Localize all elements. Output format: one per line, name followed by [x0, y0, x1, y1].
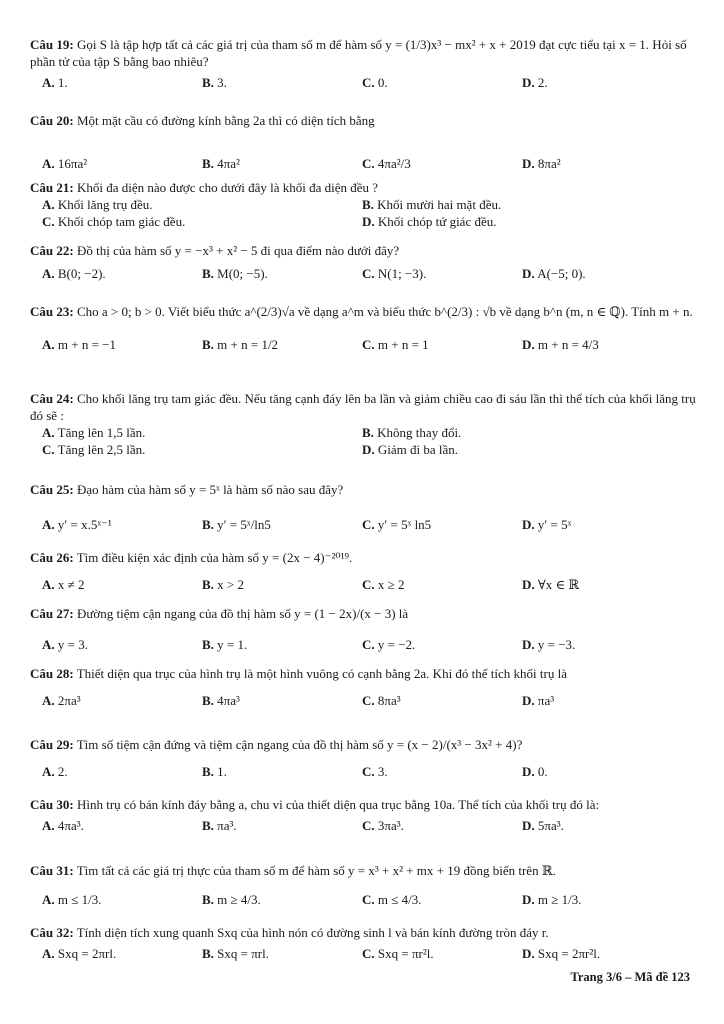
- question-19: [30, 36, 702, 92]
- options-row: [30, 441, 702, 458]
- option-a[interactable]: A. 16πa²: [42, 156, 88, 171]
- option-a[interactable]: A. Tăng lên 1,5 lần.: [42, 425, 146, 440]
- option-a[interactable]: A. B(0; −2).: [42, 266, 106, 281]
- option-b[interactable]: B. 4πa²: [202, 156, 240, 171]
- option-d[interactable]: D. y′ = 5ˣ: [522, 517, 572, 532]
- options-row: [30, 763, 702, 781]
- option-c[interactable]: C. 4πa²/3: [362, 156, 411, 171]
- question-label: Câu 30:: [30, 797, 74, 812]
- question-text: Hình trụ có bán kính đáy bằng a, chu vi của thiết diện qua trục bằng 10a. Thể tích của khối trụ đó là:: [76, 797, 600, 812]
- option-d[interactable]: D. πa³: [522, 693, 555, 708]
- question-label: Câu 24:: [30, 391, 74, 406]
- option-a[interactable]: A. 2.: [42, 764, 68, 779]
- option-c[interactable]: C. 8πa³: [362, 693, 401, 708]
- option-a[interactable]: A. 2πa³: [42, 693, 81, 708]
- option-d[interactable]: D. 2.: [522, 75, 548, 90]
- question-32: [30, 924, 702, 963]
- option-b[interactable]: B. m + n = 1/2: [202, 337, 279, 352]
- question-label: Câu 26:: [30, 550, 74, 565]
- question-30: [30, 796, 702, 835]
- question-23: [30, 303, 702, 354]
- question-text: Tìm điều kiện xác định của hàm số y = (2x − 4)⁻²⁰¹⁹.: [76, 550, 353, 565]
- question-label: Câu 23:: [30, 304, 74, 319]
- question-text: Một mặt cầu có đường kính bằng 2a thì có diện tích bằng: [76, 113, 375, 128]
- option-a[interactable]: A. Khối lăng trụ đều.: [42, 197, 153, 212]
- options-row: [30, 817, 702, 835]
- question-29: [30, 736, 702, 781]
- question-label: Câu 28:: [30, 666, 74, 681]
- question-label: Câu 25:: [30, 482, 74, 497]
- option-c[interactable]: C. y = −2.: [362, 637, 416, 652]
- option-d[interactable]: D. Giảm đi ba lần.: [362, 442, 459, 457]
- option-b[interactable]: B. 3.: [202, 75, 227, 90]
- option-c[interactable]: C. Sxq = πr²l.: [362, 946, 434, 961]
- option-c[interactable]: C. y′ = 5ˣ ln5: [362, 517, 432, 532]
- option-c[interactable]: C. Tăng lên 2,5 lần.: [42, 442, 146, 457]
- options-row: [30, 891, 702, 909]
- option-b[interactable]: B. x > 2: [202, 577, 245, 592]
- question-label: Câu 31:: [30, 863, 74, 878]
- option-d[interactable]: D. m + n = 4/3: [522, 337, 599, 352]
- option-b[interactable]: B. πa³.: [202, 818, 237, 833]
- option-c[interactable]: C. m ≤ 4/3.: [362, 892, 422, 907]
- question-text: Đạo hàm của hàm số y = 5ˣ là hàm số nào sau đây?: [76, 482, 344, 497]
- options-row: [30, 692, 702, 710]
- question-text: Tính diện tích xung quanh Sxq của hình nón có đường sinh l và bán kính đường tròn đáy r.: [76, 925, 549, 940]
- question-21: [30, 179, 702, 230]
- option-d[interactable]: D. ∀x ∈ ℝ: [522, 577, 580, 592]
- option-a[interactable]: A. m + n = −1: [42, 337, 116, 352]
- question-20: [30, 112, 702, 173]
- options-row: [30, 424, 702, 441]
- option-c[interactable]: C. x ≥ 2: [362, 577, 405, 592]
- option-b[interactable]: B. y = 1.: [202, 637, 248, 652]
- option-b[interactable]: B. 4πa³: [202, 693, 240, 708]
- option-d[interactable]: D. 8πa²: [522, 156, 561, 171]
- question-text: Gọi S là tập hợp tất cả các giá trị của tham số m để hàm số y = (1/3)x³ − mx² + x + 2019 đạt cực tiểu tại x = 1. Hỏi số phần tử của tập S bằng bao nhiêu?: [30, 37, 687, 69]
- option-a[interactable]: A. 4πa³.: [42, 818, 84, 833]
- option-c[interactable]: C. N(1; −3).: [362, 266, 427, 281]
- question-text: Đồ thị của hàm số y = −x³ + x² − 5 đi qua điểm nào dưới đây?: [76, 243, 400, 258]
- question-27: [30, 605, 702, 654]
- option-b[interactable]: B. Khối mười hai mặt đều.: [362, 197, 502, 212]
- option-b[interactable]: B. 1.: [202, 764, 227, 779]
- options-row: [30, 576, 702, 594]
- question-28: [30, 665, 702, 710]
- option-b[interactable]: B. m ≥ 4/3.: [202, 892, 261, 907]
- option-d[interactable]: D. 0.: [522, 764, 548, 779]
- options-row: [30, 636, 702, 654]
- option-c[interactable]: C. 0.: [362, 75, 388, 90]
- option-a[interactable]: A. m ≤ 1/3.: [42, 892, 102, 907]
- option-d[interactable]: D. 5πa³.: [522, 818, 564, 833]
- option-c[interactable]: C. Khối chóp tam giác đều.: [42, 214, 186, 229]
- question-label: Câu 22:: [30, 243, 74, 258]
- option-d[interactable]: D. m ≥ 1/3.: [522, 892, 582, 907]
- question-text: Cho khối lăng trụ tam giác đều. Nếu tăng cạnh đáy lên ba lần và giảm chiều cao đi sáu lần thì thể tích của khối lăng trụ đó sẽ :: [30, 391, 696, 423]
- option-a[interactable]: A. x ≠ 2: [42, 577, 85, 592]
- question-label: Câu 20:: [30, 113, 74, 128]
- option-d[interactable]: D. A(−5; 0).: [522, 266, 586, 281]
- question-label: Câu 19:: [30, 37, 74, 52]
- question-text: Tìm số tiệm cận đứng và tiệm cận ngang của đồ thị hàm số y = (x − 2)/(x³ − 3x² + 4)?: [76, 737, 523, 752]
- question-text: Đường tiệm cận ngang của đồ thị hàm số y = (1 − 2x)/(x − 3) là: [76, 606, 409, 621]
- option-d[interactable]: D. y = −3.: [522, 637, 576, 652]
- question-26: [30, 549, 702, 594]
- options-row: [30, 213, 702, 230]
- option-c[interactable]: C. m + n = 1: [362, 337, 429, 352]
- option-a[interactable]: A. y′ = x.5ˣ⁻¹: [42, 517, 112, 532]
- option-d[interactable]: D. Sxq = 2πr²l.: [522, 946, 601, 961]
- question-24: [30, 390, 702, 458]
- question-text: Khối đa diện nào được cho dưới đây là khối đa diện đều ?: [76, 180, 379, 195]
- options-row: [30, 336, 702, 354]
- option-b[interactable]: B. M(0; −5).: [202, 266, 268, 281]
- option-b[interactable]: B. y′ = 5ˣ/ln5: [202, 517, 271, 532]
- question-25: [30, 481, 702, 534]
- question-text: Thiết diện qua trục của hình trụ là một hình vuông có cạnh bằng 2a. Khi đó thể tích khối trụ là: [76, 666, 567, 681]
- options-row: [30, 265, 702, 283]
- page-footer: Trang 3/6 – Mã đề 123: [570, 970, 690, 984]
- option-a[interactable]: A. Sxq = 2πrl.: [42, 946, 117, 961]
- question-text: Tìm tất cả các giá trị thực của tham số m để hàm số y = x³ + x² + mx + 19 đồng biến trên ℝ.: [76, 863, 556, 878]
- question-label: Câu 21:: [30, 180, 74, 195]
- question-label: Câu 32:: [30, 925, 74, 940]
- question-31: [30, 862, 702, 909]
- option-b[interactable]: B. Sxq = πrl.: [202, 946, 269, 961]
- options-row: [30, 945, 702, 963]
- option-c[interactable]: C. 3πa³.: [362, 818, 404, 833]
- question-label: Câu 29:: [30, 737, 74, 752]
- options-row: [30, 516, 702, 534]
- option-b[interactable]: B. Không thay đổi.: [362, 425, 462, 440]
- option-c[interactable]: C. 3.: [362, 764, 388, 779]
- question-text: Cho a > 0; b > 0. Viết biểu thức a^(2/3)√a về dạng a^m và biểu thức b^(2/3) : √b về dạng b^n (m, n ∈ ℚ). Tính m + n.: [76, 304, 693, 319]
- question-22: [30, 242, 702, 283]
- question-label: Câu 27:: [30, 606, 74, 621]
- option-a[interactable]: A. 1.: [42, 75, 68, 90]
- option-d[interactable]: D. Khối chóp tứ giác đều.: [362, 214, 497, 229]
- options-row: [30, 74, 702, 92]
- options-row: [30, 155, 702, 173]
- options-row: [30, 196, 702, 213]
- option-a[interactable]: A. y = 3.: [42, 637, 88, 652]
